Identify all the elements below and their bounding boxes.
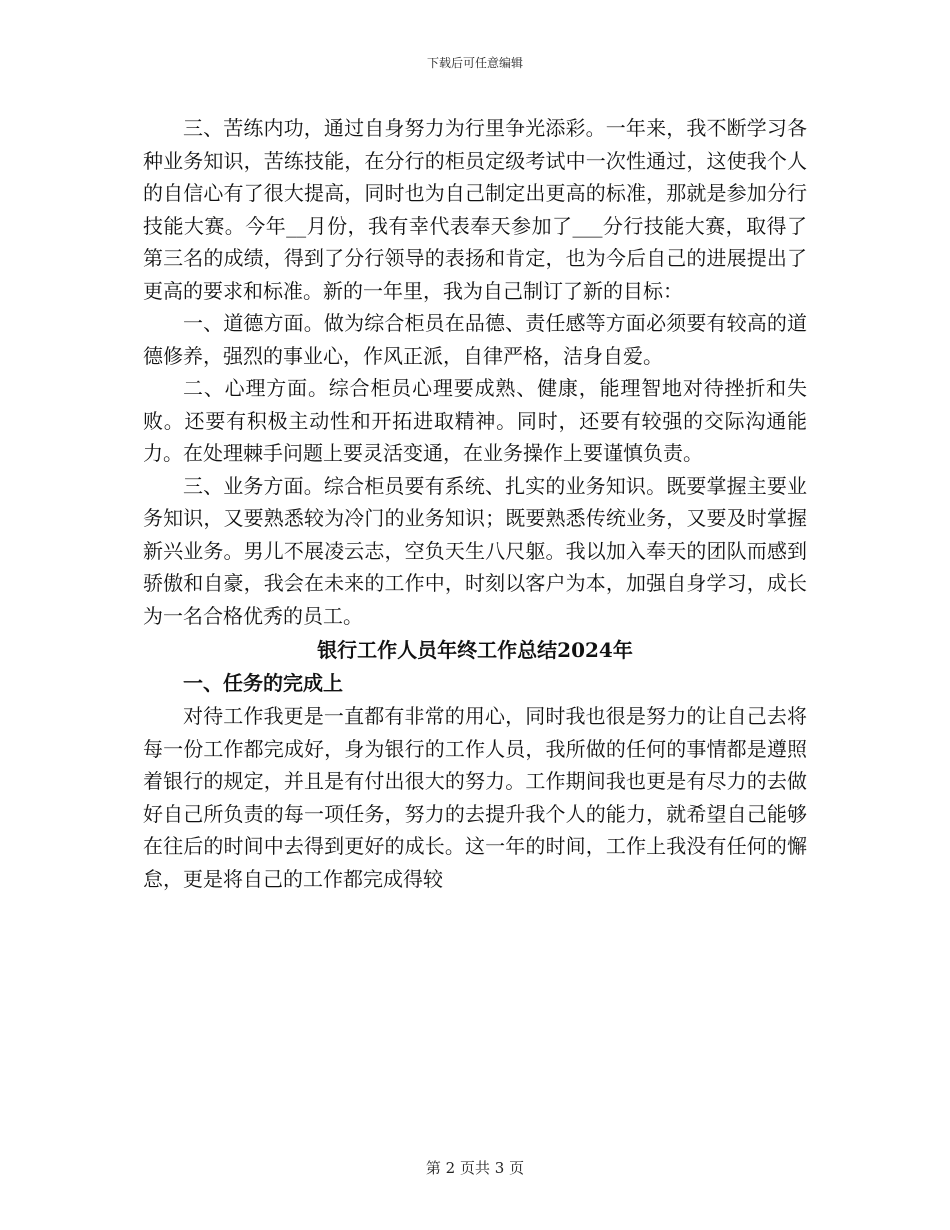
paragraph-work-attitude: 对待工作我更是一直都有非常的用心，同时我也很是努力的让自己去将每一份工作都完成好，身为银行的工作人员，我所做的任何的事情都是遵照着银行的规定，并且是有付出很大的努力。工作期间我也更是有尽力的去做好自己所负责的每一项任务，努力的去提升我个人的能力，就希望自己能够在往后的时间中去得到更好的成长。这一年的时间，工作上我没有任何的懈怠，更是将自己的工作都完成得较 [143, 704, 807, 891]
paragraph-business: 三、业务方面。综合柜员要有系统、扎实的业务知识。既要掌握主要业务知识，又要熟悉较为冷门的业务知识；既要熟悉传统业务，又要及时掌握新兴业务。男儿不展凌云志，空负天生八尺躯。我以加入奉天的团队而感到骄傲和自豪，我会在未来的工作中，时刻以客户为本，加强自身学习，成长为一名合格优秀的员工。 [143, 473, 807, 628]
paragraph-psychology: 二、心理方面。综合柜员心理要成熟、健康，能理智地对待挫折和失败。还要有积极主动性和开拓进取精神。同时，还要有较强的交际沟通能力。在处理棘手问题上要灵活变通，在业务操作上要谨慎负责。 [143, 376, 807, 465]
section-title: 银行工作人员年终工作总结2024年 [317, 638, 633, 662]
paragraph-morality: 一、道德方面。做为综合柜员在品德、责任感等方面必须要有较高的道德修养，强烈的事业心，作风正派，自律严格，洁身自爱。 [143, 311, 807, 368]
page-header: 下载后可任意编辑 [426, 56, 523, 70]
paragraph-self-improvement: 三、苦练内功，通过自身努力为行里争光添彩。一年来，我不断学习各种业务知识，苦练技能，在分行的柜员定级考试中一次性通过，这使我个人的自信心有了很大提高，同时也为自己制定出更高的标准，那就是参加分行技能大赛。今年__月份，我有幸代表奉天参加了___分行技能大赛，取得了第三名的成绩，得到了分行领导的表扬和肯定，也为今后自己的进展提出了更高的要求和标准。新的一年里，我为自己制订了新的目标： [143, 116, 807, 303]
page-footer: 第 2 页共 3 页 [425, 1159, 525, 1177]
subheading-task-completion: 一、任务的完成上 [183, 671, 343, 695]
document-body [143, 112, 807, 895]
